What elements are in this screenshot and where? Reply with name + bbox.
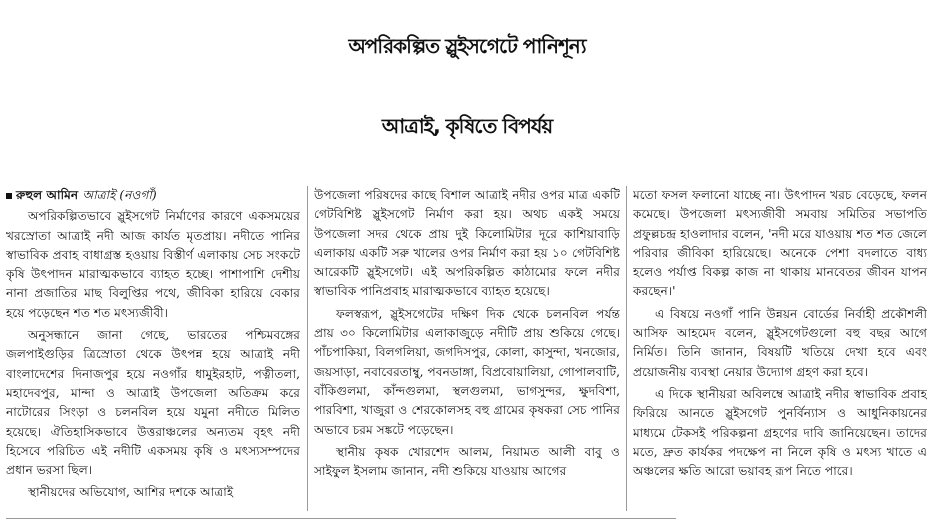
column-divider	[307, 186, 308, 511]
bottom-rule	[6, 518, 676, 519]
column-divider	[626, 186, 627, 511]
byline-location: আত্রাই (নওগাঁ)	[82, 188, 157, 202]
paragraph: এ বিষয়ে নওগাঁ পানি উন্নয়ন বোর্ডের নির্বাহী প্রকৌশলী আসিফ আহমেদ বলেন, স্লুইসগেটগুলো বহু বছর আগে নির্মিত। তিনি জানান, বিষয়টি খতিয়ে দেখা হবে এবং প্রয়োজনীয় ব্যবস্থা নেয়ার উদ্যোগ গ্রহণ করা হবে।	[633, 306, 927, 379]
article-column-2	[314, 186, 620, 517]
paragraph: মতো ফসল ফলানো যাচ্ছে না। উৎপাদন খরচ বেড়েছে, ফলন কমেছে। উপজেলা মৎস্যজীবী সমবায় সমিতির সভাপতি প্রফুল্লচন্দ্র হাওলাদার বলেন, 'নদী মরে যাওয়ায় শত শত জেলে পরিবার জীবিকা হারিয়েছে। অনেকে পেশা বদলাতে বাধ্য হলেও পর্যাপ্ত বিকল্প কাজ না থাকায় মানবেতর জীবন যাপন করছেন।'	[633, 188, 927, 299]
paragraph: উপজেলা পরিষদের কাছে বিশাল আত্রাই নদীর ওপর মাত্র একটি গেটবিশিষ্ট স্লুইসগেট নির্মাণ করা হয়। অথচ একই সময়ে উপজেলা সদর থেকে প্রায় দুই কিলোমিটার দূরে কাশিয়াবাড়ি এলাকায় একটি সরু খালের ওপর নির্মাণ করা হয় ১০ গেটবিশিষ্ট আরেকটি স্লুইসগেট। এই অপরিকল্পিত কাঠামোর ফলে নদীর স্বাভাবিক পানিপ্রবাহ মারাত্মকভাবে ব্যাহত হয়েছে।	[314, 188, 620, 299]
paragraph: অনুসন্ধানে জানা গেছে, ভারতের পশ্চিমবঙ্গের জলপাইগুড়ির ত্রিস্রোতা থেকে উৎপন্ন হয়ে আত্রাই নদী বাংলাদেশের দিনাজপুর হয়ে নওগাঁর ধামুইরহাট, পত্নীতলা, মহাদেবপুর, মান্দা ও আত্রাই উপজেলা অতিক্রম করে নাটোরের সিংড়া ও চলনবিল হয়ে যমুনা নদীতে মিলিত হয়েছে। ঐতিহাসিকভাবে উত্তরাঞ্চলের অন্যতম বৃহৎ নদী হিসেবে পরিচিত এই নদীটি একসময় কৃষি ও মৎস্যসম্পদের প্রধান ভরসা ছিল।	[6, 328, 300, 478]
byline-author: রুহুল আমিন	[16, 188, 79, 202]
headline-line-1: অপরিকল্পিত স্লুইসগেটে পানিশূন্য	[348, 34, 586, 58]
headline-line-2: আত্রাই, কৃষিতে বিপর্যয়	[381, 114, 553, 138]
article-column-1	[6, 186, 300, 517]
paragraph: এ দিকে স্থানীয়রা অবিলম্বে আত্রাই নদীর স্বাভাবিক প্রবাহ ফিরিয়ে আনতে স্লুইসগেট পুনর্বিন্যাস ও আধুনিকায়নের মাধ্যমে টেকসই পরিকল্পনা গ্রহণের দাবি জানিয়েছেন। তাদের মতে, দ্রুত কার্যকর পদক্ষেপ না নিলে কৃষি ও মৎস্য খাতে এ অঞ্চলের ক্ষতি আরো ভয়াবহ রূপ নিতে পারে।	[633, 386, 927, 479]
paragraph: স্থানীয় কৃষক খোরশেদ আলম, নিয়ামত আলী বাবু ও সাইফুল ইসলাম জানান, নদী শুকিয়ে যাওয়ায় আগের	[314, 444, 620, 479]
paragraph: ফলস্বরূপ, স্লুইসগেটের দক্ষিণ দিক থেকে চলনবিল পর্যন্ত প্রায় ৩০ কিলোমিটার এলাকাজুড়ে নদীটি প্রায় শুকিয়ে গেছে। পাঁচপাকিয়া, বিলগলিয়া, জগদিসপুর, কোলা, কাসুন্দা, খনজোর, জয়সাড়া, নবাবেরতাম্বু, পবনডাঙ্গা, বিপ্রবোয়ালিয়া, গোপালবাটি, বাঁকিগুলমা, কাঁন্দগুলমা, স্থলগুলমা, ভাগসুন্দর, ক্ষুদবিশা, পারবিশা, খাজুরা ও শেরকোলসহ বহু গ্রামের কৃষকরা সেচ পানির অভাবে চরম সঙ্কটে পড়েছেন।	[314, 306, 620, 437]
paragraph: স্থানীয়দের অভিযোগ, আশির দশকে আত্রাই	[28, 485, 234, 500]
byline-square-icon	[6, 193, 12, 199]
byline	[6, 186, 300, 205]
paragraph: অপরিকল্পিতভাবে স্লুইসগেট নির্মাণের কারণে একসময়ের খরস্রোতা আত্রাই নদী আজ কার্যত মৃতপ্রায়। নদীতে পানির স্বাভাবিক প্রবাহ বাধাগ্রস্ত হওয়ায় বিস্তীর্ণ এলাকায় সেচ সংকটে কৃষি উৎপাদন মারাত্মকভাবে ব্যাহত হচ্ছে। পাশাপাশি দেশীয় নানা প্রজাতির মাছ বিলুপ্তির পথে, জীবিকা হারিয়ে বেকার হয়ে পড়েছেন শত শত মৎস্যজীবী।	[6, 209, 300, 320]
article-column-3	[633, 186, 927, 517]
